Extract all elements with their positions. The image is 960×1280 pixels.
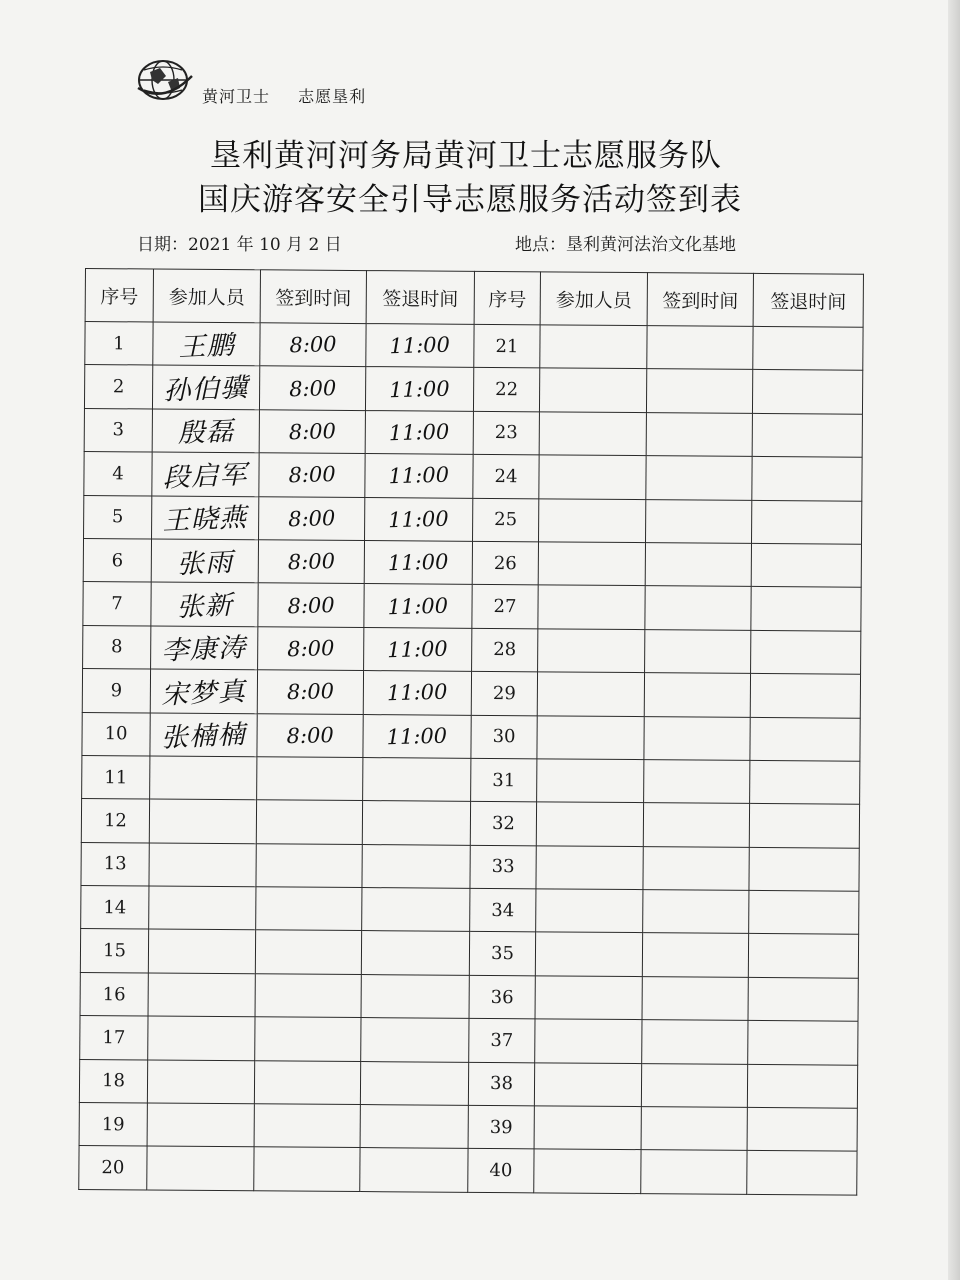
- page-subtitle: 国庆游客安全引导志愿服务活动签到表: [198, 182, 742, 218]
- row-number-2-cell: 27: [472, 585, 538, 629]
- row-number-cell: 4: [84, 452, 152, 496]
- checkin-time-2-cell: [641, 1107, 747, 1151]
- checkin-time-cell: [254, 1147, 360, 1191]
- row-number-2-cell: 40: [468, 1149, 534, 1193]
- participant-signature-cell: [149, 886, 256, 930]
- checkin-time-2-cell: [645, 586, 751, 630]
- checkout-time-cell: [365, 367, 473, 411]
- table-row: [83, 538, 861, 587]
- checkin-time-2-cell: [642, 933, 748, 977]
- checkout-time-cell: [360, 1061, 468, 1105]
- checkout-time-cell: [361, 931, 469, 975]
- checkout-time: 11:00: [388, 462, 450, 489]
- participant-signature: 孙伯骥: [163, 373, 250, 407]
- row-number-2-cell: 31: [471, 758, 537, 802]
- checkout-time-2-cell: [751, 587, 861, 631]
- checkout-time-2-cell: [749, 890, 859, 934]
- checkin-time-2-cell: [643, 846, 749, 890]
- row-number-2-cell: 33: [470, 845, 536, 889]
- checkout-time-2-cell: [747, 1151, 857, 1195]
- header-col-no: 序号: [85, 269, 153, 322]
- checkin-time: 8:00: [287, 505, 336, 532]
- checkin-time-2-cell: [641, 1063, 747, 1107]
- table-row: [83, 625, 861, 674]
- participant-signature-cell: [151, 539, 258, 583]
- row-number-cell: 14: [81, 886, 149, 930]
- checkout-time-cell: [360, 1105, 468, 1149]
- header-col-participant: 参加人员: [153, 269, 260, 323]
- checkout-time-2-cell: [750, 717, 860, 761]
- checkin-time-cell: [257, 757, 363, 801]
- checkin-time-cell: [260, 323, 366, 367]
- participant-signature-cell: [151, 626, 258, 670]
- row-number-cell: 8: [83, 625, 151, 669]
- checkin-time-2-cell: [647, 326, 753, 370]
- header-col-checkin-time-2: 签到时间: [647, 273, 753, 327]
- participant-signature-cell: [152, 409, 259, 453]
- row-number-2-cell: 22: [473, 368, 539, 412]
- row-number-cell: 1: [85, 322, 153, 366]
- row-number-cell: 5: [84, 495, 152, 539]
- checkin-time-2-cell: [643, 803, 749, 847]
- checkout-time-2-cell: [752, 370, 862, 414]
- row-number-2-cell: 21: [474, 324, 540, 368]
- participant-signature-cell: [149, 799, 256, 843]
- header-col-no-2: 序号: [474, 271, 540, 324]
- checkout-time: 11:00: [387, 549, 449, 576]
- participant-signature-cell: [152, 496, 259, 540]
- event-location: 地点：垦利黄河法治文化基地: [515, 235, 736, 255]
- participant-signature-2-cell: [536, 802, 643, 846]
- motto-text: 志愿垦利: [298, 87, 367, 106]
- row-number-2-cell: 29: [471, 671, 537, 715]
- checkin-time-2-cell: [646, 499, 752, 543]
- participant-signature: 张雨: [175, 547, 234, 580]
- participant-signature-cell: [150, 756, 257, 800]
- checkin-time-2-cell: [644, 673, 750, 717]
- participant-signature-2-cell: [536, 889, 643, 933]
- checkin-time: 8:00: [287, 592, 335, 618]
- checkout-time-cell: [364, 627, 472, 671]
- checkin-time-cell: [259, 496, 365, 540]
- participant-signature-2-cell: [536, 846, 643, 890]
- row-number-cell: 13: [81, 842, 149, 886]
- checkin-time: 8:00: [289, 332, 337, 358]
- participant-signature-cell: [148, 929, 255, 973]
- checkin-time-2-cell: [646, 369, 752, 413]
- participant-signature-2-cell: [534, 1062, 641, 1106]
- checkin-time: 8:00: [288, 418, 337, 445]
- checkin-time-2-cell: [644, 716, 750, 760]
- checkin-time: 8:00: [288, 375, 337, 401]
- checkin-time-cell: [259, 366, 365, 410]
- header-col-participant-2: 参加人员: [540, 272, 647, 326]
- participant-signature: 段启军: [162, 459, 249, 494]
- row-number-cell: 12: [81, 799, 149, 843]
- participant-signature-2-cell: [539, 498, 646, 542]
- checkin-time-cell: [255, 1017, 361, 1061]
- checkin-time-2-cell: [646, 456, 752, 500]
- row-number-cell: 15: [80, 929, 148, 973]
- checkout-time-cell: [363, 671, 471, 715]
- checkout-time-2-cell: [747, 1107, 857, 1151]
- table-row: [83, 582, 861, 631]
- participant-signature-2-cell: [535, 1019, 642, 1063]
- participant-signature-cell: [152, 365, 259, 409]
- checkin-time-cell: [257, 713, 363, 757]
- row-number-2-cell: 34: [470, 888, 536, 932]
- header-col-checkin-time: 签到时间: [260, 270, 366, 324]
- participant-signature: 李康涛: [161, 633, 248, 668]
- checkout-time: 11:00: [389, 376, 451, 402]
- row-number-cell: 17: [80, 1016, 148, 1060]
- table-body: [79, 322, 863, 1195]
- checkin-time-2-cell: [641, 1150, 747, 1194]
- row-number-2-cell: 36: [469, 975, 535, 1019]
- checkout-time: 11:00: [386, 723, 448, 749]
- checkin-time: 8:00: [288, 462, 336, 488]
- checkin-time-cell: [258, 583, 364, 627]
- participant-signature-cell: [150, 669, 257, 713]
- row-number-2-cell: 28: [472, 628, 538, 672]
- checkout-time-2-cell: [753, 326, 863, 370]
- participant-signature-2-cell: [540, 325, 647, 369]
- header-col-checkout-time: 签退时间: [366, 271, 474, 325]
- table-row: [80, 972, 858, 1021]
- participant-signature: 宋梦真: [160, 676, 248, 711]
- table-row: [85, 322, 863, 371]
- checkout-time: 11:00: [388, 419, 450, 446]
- slogan-text: 黄河卫士: [202, 87, 271, 106]
- checkout-time-2-cell: [749, 847, 859, 891]
- table-row: [81, 886, 859, 935]
- event-date: 日期：2021 年 10 月 2 日: [137, 235, 342, 255]
- row-number-cell: 18: [79, 1059, 147, 1103]
- row-number-2-cell: 26: [472, 541, 538, 585]
- table-row: [81, 799, 859, 848]
- checkin-time: 8:00: [287, 549, 336, 575]
- org-slogan: [202, 84, 388, 107]
- checkin-time-cell: [255, 930, 361, 974]
- row-number-cell: 3: [84, 408, 152, 452]
- table-row: [82, 755, 860, 804]
- row-number-2-cell: 24: [473, 455, 539, 499]
- row-number-2-cell: 25: [473, 498, 539, 542]
- participant-signature-2-cell: [538, 542, 645, 586]
- checkout-time-2-cell: [748, 1021, 858, 1065]
- checkout-time-cell: [361, 1018, 469, 1062]
- participant-signature-cell: [149, 843, 256, 887]
- participant-signature-cell: [148, 973, 255, 1017]
- checkin-time-2-cell: [645, 629, 751, 673]
- checkin-time-cell: [259, 410, 365, 454]
- sign-in-sheet: [78, 268, 875, 1186]
- checkout-time-cell: [364, 541, 472, 585]
- checkin-time-cell: [254, 1060, 360, 1104]
- checkin-time-cell: [256, 887, 362, 931]
- checkin-time-cell: [258, 627, 364, 671]
- participant-signature-2-cell: [538, 629, 645, 673]
- checkout-time: 11:00: [388, 506, 450, 533]
- header-col-checkout-time-2: 签退时间: [753, 273, 863, 327]
- checkin-time-cell: [256, 800, 362, 844]
- table-row: [79, 1059, 857, 1108]
- checkin-time-cell: [259, 453, 365, 497]
- participant-signature-2-cell: [539, 412, 646, 456]
- row-number-2-cell: 38: [468, 1062, 534, 1106]
- table-row: [84, 495, 862, 544]
- row-number-2-cell: 23: [473, 411, 539, 455]
- checkin-time-2-cell: [645, 543, 751, 587]
- checkout-time: 11:00: [386, 679, 448, 706]
- table-row: [82, 712, 860, 761]
- checkout-time-cell: [363, 714, 471, 758]
- participant-signature-2-cell: [537, 715, 644, 759]
- checkin-time: 8:00: [286, 635, 335, 662]
- checkout-time-cell: [365, 497, 473, 541]
- participant-signature-cell: [151, 582, 258, 626]
- checkout-time-2-cell: [748, 977, 858, 1021]
- checkout-time: 11:00: [389, 332, 451, 359]
- row-number-2-cell: 39: [468, 1105, 534, 1149]
- page-title: 垦利黄河河务局黄河卫士志愿服务队: [210, 138, 722, 174]
- participant-signature-2-cell: [537, 672, 644, 716]
- checkout-time-2-cell: [752, 457, 862, 501]
- checkin-time-cell: [254, 1104, 360, 1148]
- participant-signature: 张新: [175, 590, 234, 624]
- participant-signature: 王鹏: [177, 330, 236, 363]
- checkout-time-cell: [363, 757, 471, 801]
- checkin-time-2-cell: [644, 760, 750, 804]
- checkout-time-cell: [362, 844, 470, 888]
- participant-signature-cell: [147, 1103, 254, 1147]
- table-row: [79, 1103, 857, 1152]
- checkout-time-2-cell: [751, 630, 861, 674]
- table-row: [81, 842, 859, 891]
- row-number-cell: 20: [79, 1146, 147, 1190]
- checkin-time-cell: [255, 974, 361, 1018]
- checkout-time-cell: [362, 888, 470, 932]
- table-row: [80, 929, 858, 978]
- checkout-time-2-cell: [749, 804, 859, 848]
- row-number-2-cell: 30: [471, 715, 537, 759]
- row-number-2-cell: 35: [469, 932, 535, 976]
- participant-signature-2-cell: [539, 455, 646, 499]
- checkout-time-2-cell: [748, 934, 858, 978]
- row-number-2-cell: 37: [469, 1019, 535, 1063]
- checkin-time-cell: [258, 540, 364, 584]
- sign-in-table: [78, 268, 864, 1195]
- checkout-time-2-cell: [750, 674, 860, 718]
- checkin-time-2-cell: [642, 976, 748, 1020]
- participant-signature: 王晓燕: [162, 503, 249, 538]
- participant-signature-2-cell: [535, 976, 642, 1020]
- checkout-time: 11:00: [387, 593, 449, 619]
- table-header-row: [85, 269, 863, 328]
- checkout-time-2-cell: [750, 760, 860, 804]
- participant-signature-2-cell: [539, 368, 646, 412]
- participant-signature-cell: [150, 713, 257, 757]
- participant-signature-cell: [153, 322, 260, 366]
- checkout-time-cell: [362, 801, 470, 845]
- table-row: [84, 452, 862, 501]
- row-number-cell: 2: [84, 365, 152, 409]
- checkout-time-cell: [360, 1148, 468, 1192]
- globe-logo-icon: [136, 58, 194, 102]
- participant-signature: 张楠楠: [160, 720, 247, 754]
- checkout-time: 11:00: [387, 636, 449, 663]
- checkout-time-2-cell: [752, 413, 862, 457]
- participant-signature-2-cell: [534, 1149, 641, 1193]
- participant-signature-cell: [147, 1060, 254, 1104]
- table-row: [79, 1146, 857, 1195]
- checkin-time: 8:00: [286, 722, 334, 749]
- checkout-time-2-cell: [747, 1064, 857, 1108]
- row-number-cell: 9: [82, 669, 150, 713]
- row-number-cell: 19: [79, 1103, 147, 1147]
- checkout-time-2-cell: [751, 500, 861, 544]
- checkin-time-cell: [257, 670, 363, 714]
- checkout-time-cell: [364, 584, 472, 628]
- checkout-time-cell: [366, 324, 474, 368]
- checkin-time-2-cell: [642, 1020, 748, 1064]
- table-row: [82, 669, 860, 718]
- checkin-time-2-cell: [643, 890, 749, 934]
- participant-signature-2-cell: [537, 759, 644, 803]
- table-row: [84, 365, 862, 414]
- table-row: [84, 408, 862, 457]
- checkin-time-2-cell: [646, 412, 752, 456]
- participant-signature-cell: [147, 1146, 254, 1190]
- participant-signature-cell: [152, 452, 259, 496]
- participant-signature-cell: [148, 1016, 255, 1060]
- row-number-cell: 7: [83, 582, 151, 626]
- row-number-cell: 16: [80, 972, 148, 1016]
- checkin-time: 8:00: [286, 679, 335, 705]
- participant-signature-2-cell: [535, 932, 642, 976]
- participant-signature-2-cell: [534, 1106, 641, 1150]
- checkin-time-cell: [256, 843, 362, 887]
- participant-signature-2-cell: [538, 585, 645, 629]
- row-number-cell: 10: [82, 712, 150, 756]
- checkout-time-cell: [365, 410, 473, 454]
- checkout-time-cell: [365, 454, 473, 498]
- row-number-cell: 6: [83, 538, 151, 582]
- checkout-time-2-cell: [751, 543, 861, 587]
- row-number-cell: 11: [82, 755, 150, 799]
- table-row: [80, 1016, 858, 1065]
- checkout-time-cell: [361, 974, 469, 1018]
- row-number-2-cell: 32: [470, 802, 536, 846]
- participant-signature: 殷磊: [176, 417, 235, 450]
